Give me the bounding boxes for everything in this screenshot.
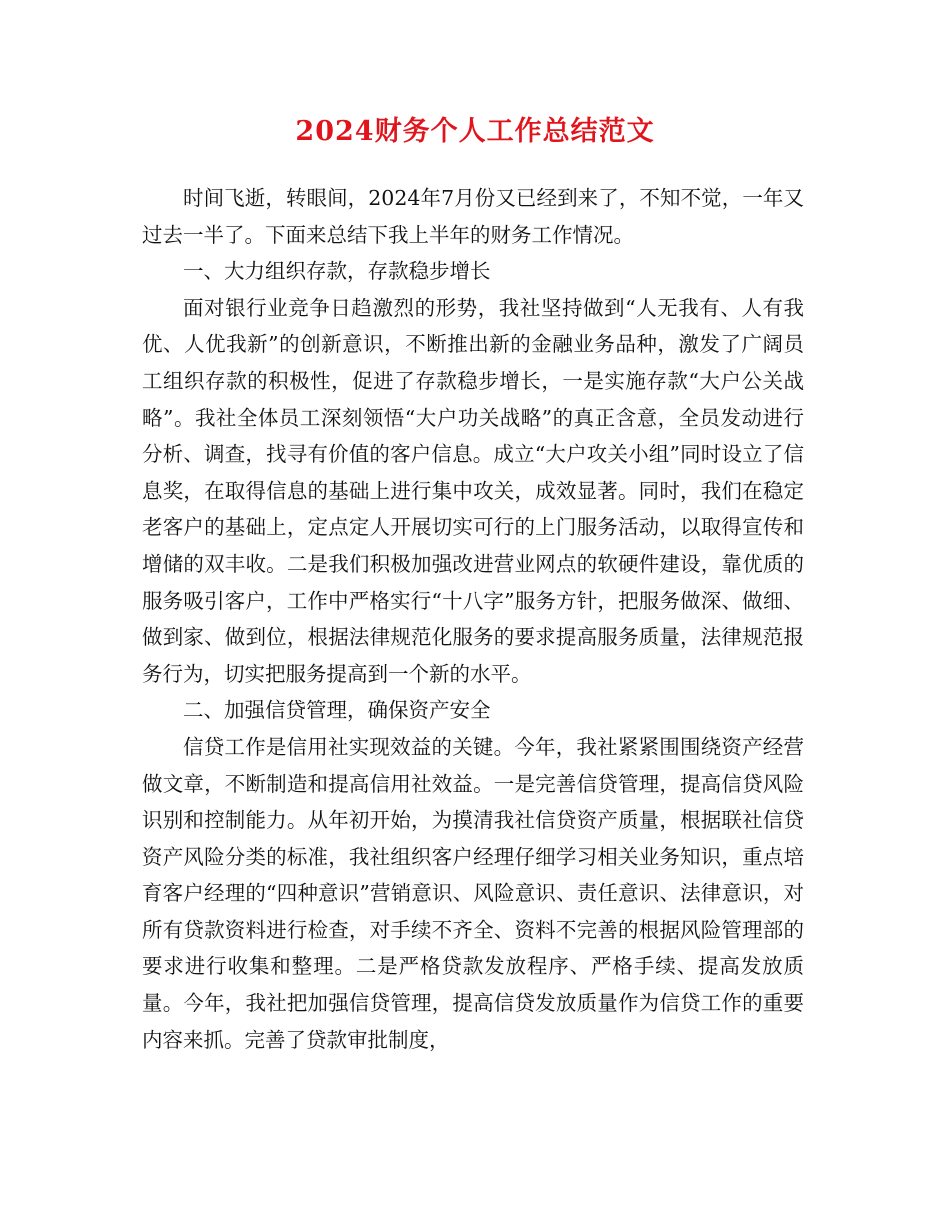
paragraph-deposits: 面对银行业竞争日趋激烈的形势，我社坚持做到“人无我有、人有我优、人优我新”的创新意识，不断推出新的金融业务品种，激发了广阔员工组织存款的积极性，促进了存款稳步增长，一是实施存款“大户公关战略”。我社全体员工深刻领悟“大户功关战略”的真正含意，全员发动进行分析、调查，找寻有价值的客户信息。成立“大户攻关小组”同时设立了信息奖，在取得信息的基础上进行集中攻关，成效显著。同时，我们在稳定老客户的基础上，定点定人开展切实可行的上门服务活动，以取得宣传和增储的双丰收。二是我们积极加强改进营业网点的软硬件建设，靠优质的服务吸引客户，工作中严格实行“十八字”服务方针，把服务做深、做细、做到家、做到位，根据法律规范化服务的要求提高服务质量，法律规范报务行为，切实把服务提高到一个新的水平。 (142, 295, 804, 686)
paragraph-credit: 信贷工作是信用社实现效益的关键。今年，我社紧紧围围绕资产经营做文章，不断制造和提高信用社效益。一是完善信贷管理，提高信贷风险识别和控制能力。从年初开始，为摸清我社信贷资产质量，根据联社信贷资产风险分类的标准，我社组织客户经理仔细学习相关业务知识，重点培育客户经理的“四种意识”营销意识、风险意识、责任意识、法律意识，对所有贷款资料进行检查，对手续不齐全、资料不完善的根据风险管理部的要求进行收集和整理。二是严格贷款发放程序、严格手续、提高发放质量。今年，我社把加强信贷管理，提高信贷发放质量作为信贷工作的重要内容来抓。完善了贷款审批制度， (142, 734, 804, 1052)
section-heading-credit: 二、加强信贷管理，确保资产安全 (183, 698, 491, 723)
section-heading-deposits: 一、大力组织存款，存款稳步增长 (183, 259, 491, 284)
document-title: 2024财务个人工作总结范文 (295, 116, 655, 147)
document-body (142, 180, 804, 1058)
paragraph-intro: 时间飞逝，转眼间，2024年7月份又已经到来了，不知不觉，一年又过去一半了。下面来总结下我上半年的财务工作情况。 (142, 186, 804, 247)
